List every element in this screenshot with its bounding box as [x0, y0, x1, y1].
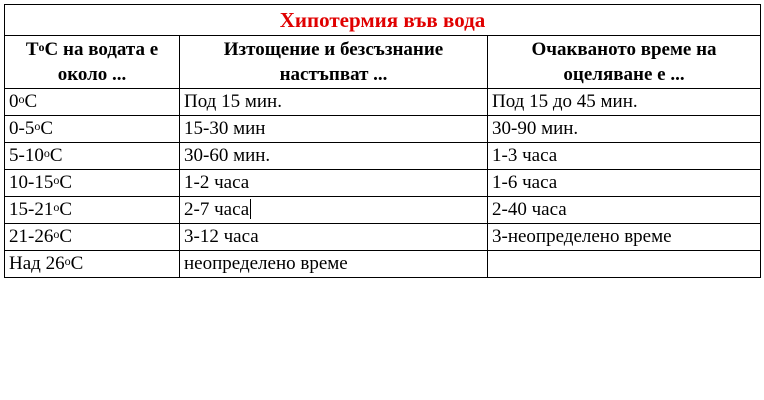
- cell-exhaustion-text: 2-7 часа: [184, 199, 250, 220]
- table-title: Хипотермия във вода: [5, 5, 761, 36]
- header-row: [5, 36, 761, 89]
- cell-exhaustion: неопределено време: [180, 251, 488, 278]
- cell-temperature: $5-10^оС$: [5, 143, 180, 170]
- cell-exhaustion[interactable]: [180, 197, 488, 224]
- cell-survival: 1-6 часа: [488, 170, 761, 197]
- cell-temperature: $0-5^оС$: [5, 116, 180, 143]
- cell-exhaustion: Под 15 мин.: [180, 89, 488, 116]
- table-row: [5, 224, 761, 251]
- table-row: [5, 116, 761, 143]
- table-row: [5, 197, 761, 224]
- cell-exhaustion: 1-2 часа: [180, 170, 488, 197]
- cell-survival: Под 15 до 45 мин.: [488, 89, 761, 116]
- hypothermia-table: [4, 4, 761, 278]
- title-row: [5, 5, 761, 36]
- cell-survival: 30-90 мин.: [488, 116, 761, 143]
- text-cursor: [250, 199, 251, 219]
- table-row: [5, 143, 761, 170]
- cell-temperature: $21-26^оС$: [5, 224, 180, 251]
- table-row: [5, 170, 761, 197]
- cell-exhaustion: 15-30 мин: [180, 116, 488, 143]
- header-exhaustion: Изтощение и безсъзнание настъпват ...: [180, 36, 488, 89]
- header-survival-time: Очакваното време на оцеляване е ...: [488, 36, 761, 89]
- cell-survival: [488, 251, 761, 278]
- cell-survival: 2-40 часа: [488, 197, 761, 224]
- cell-survival: 1-3 часа: [488, 143, 761, 170]
- cell-temperature: $15-21^оС$: [5, 197, 180, 224]
- cell-exhaustion: 30-60 мин.: [180, 143, 488, 170]
- cell-temperature: $10-15^оС$: [5, 170, 180, 197]
- cell-exhaustion: 3-12 часа: [180, 224, 488, 251]
- cell-survival: 3-неопределено време: [488, 224, 761, 251]
- table-row: [5, 89, 761, 116]
- table-row: [5, 251, 761, 278]
- cell-temperature: $0^оС$: [5, 89, 180, 116]
- header-water-temperature: $Т^оС$ на водата е около ...: [5, 36, 180, 89]
- cell-temperature: Над $26^оС$: [5, 251, 180, 278]
